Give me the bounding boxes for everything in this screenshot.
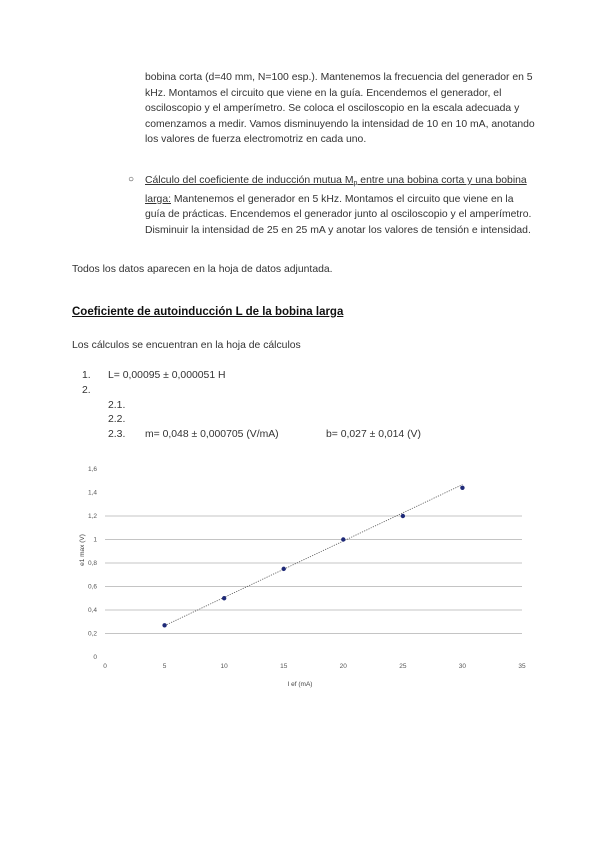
x-tick-label: 30 bbox=[458, 663, 467, 670]
x-axis-label: I ef (mA) bbox=[287, 681, 313, 688]
data-point-3 bbox=[282, 567, 286, 571]
y-tick-label: 0 bbox=[93, 654, 97, 661]
y-tick-label: 1,2 bbox=[87, 513, 97, 520]
data-point-6 bbox=[460, 486, 464, 490]
y-tick-label: 0,4 bbox=[87, 607, 97, 614]
trend-layer bbox=[165, 485, 463, 626]
grid-layer bbox=[105, 516, 522, 634]
x-tick-label: 25 bbox=[399, 663, 407, 670]
list-number-1: 1. bbox=[82, 370, 91, 381]
data-point-5 bbox=[401, 514, 405, 518]
x-tick-label: 5 bbox=[162, 663, 167, 670]
trendline bbox=[165, 485, 463, 626]
y-tick-label: 1,6 bbox=[87, 466, 97, 473]
x-tick-label: 20 bbox=[339, 663, 347, 670]
list-item-1: L= 0,00095 ± 0,000051 H bbox=[108, 370, 226, 381]
y-axis-label: e1 max (V) bbox=[79, 534, 86, 566]
point-layer bbox=[162, 486, 464, 628]
data-point-2 bbox=[222, 596, 226, 600]
intro-paragraph: bobina corta (d=40 mm, N=100 esp.). Mantenemos la frecuencia del generador en 5 kHz. Montamos el circuito que viene en la guía. Encendemos el generador, el osciloscopio y el amperímetro. Se coloca el osciloscopio en la escala adecuada y comenzamos a medir. Vamos disminuyendo la intensidad de 10 en 10 mA, anotando los valores de fuerza electromotriz en cada uno. bbox=[145, 72, 535, 146]
y-tick-label: 0,6 bbox=[87, 583, 97, 591]
y-tick-label: 1 bbox=[93, 536, 97, 544]
bullet-marker: ○ bbox=[128, 174, 135, 185]
y-tick-label: 0,8 bbox=[87, 560, 97, 567]
x-tick-label: 10 bbox=[220, 663, 228, 670]
list-number-2-2: 2.2. bbox=[108, 414, 126, 425]
calc-note: Los cálculos se encuentran en la hoja de cálculos bbox=[72, 340, 301, 351]
list-number-2: 2. bbox=[82, 385, 91, 396]
slope-result: m= 0,048 ± 0,000705 (V/mA) bbox=[145, 429, 279, 440]
bullet-title-part-a: Cálculo del coeficiente de inducción mutua M bbox=[145, 175, 354, 186]
section-heading: Coeficiente de autoinducción L de la bobina larga bbox=[72, 306, 344, 318]
list-number-2-3: 2.3. bbox=[108, 429, 126, 440]
x-tick-label: 0 bbox=[103, 663, 107, 670]
tick-layer bbox=[88, 466, 526, 670]
bullet-body: Mantenemos el generador en 5 kHz. Montamos el circuito que viene en la guía de prácticas. Encendemos el generador junto al osciloscopio y el amperímetro. Disminuir la intensidad de 25 en 25 mA y anotar los valores de tensión e intensidad. bbox=[145, 193, 532, 236]
datos-paragraph: Todos los datos aparecen en la hoja de datos adjuntada. bbox=[72, 264, 333, 275]
intercept-result: b= 0,027 ± 0,014 (V) bbox=[326, 429, 421, 440]
y-tick-label: 1,4 bbox=[87, 489, 97, 497]
bullet-title-part-b: entre una bobina corta y una bobina larga: bbox=[145, 175, 527, 205]
list-number-2-1: 2.1. bbox=[108, 400, 126, 411]
data-point-4 bbox=[341, 537, 345, 541]
x-tick-label: 35 bbox=[518, 663, 526, 670]
data-point-1 bbox=[162, 623, 166, 627]
x-tick-label: 15 bbox=[280, 663, 288, 670]
bullet-title-subscript: p bbox=[353, 180, 358, 187]
y-tick-label: 0,2 bbox=[87, 630, 97, 638]
